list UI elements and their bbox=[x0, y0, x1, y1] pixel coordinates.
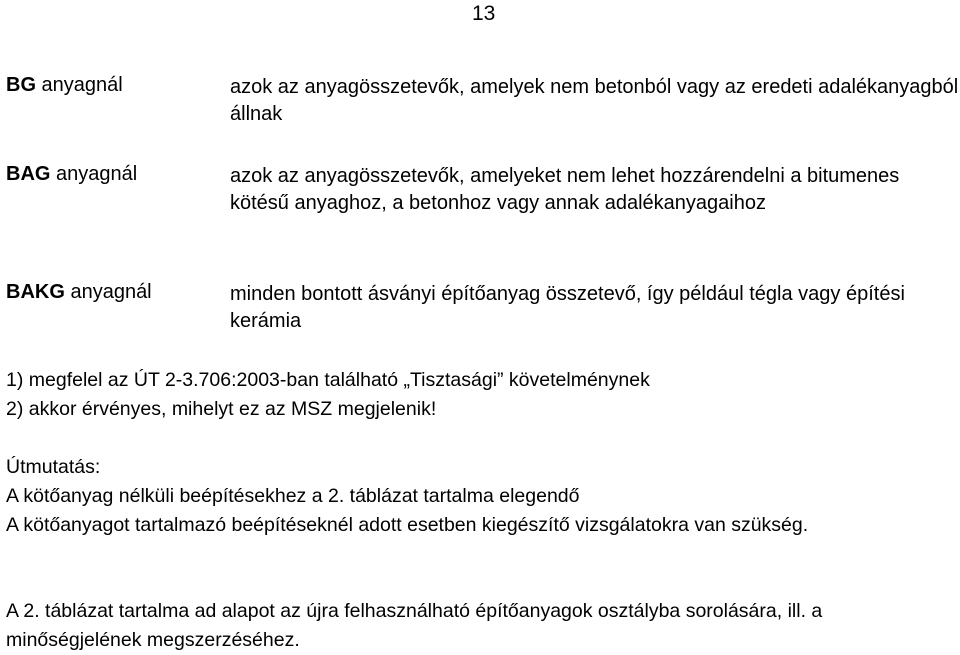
guidance-heading: Útmutatás: bbox=[6, 456, 101, 478]
definition-term bbox=[6, 163, 137, 186]
closing-text: A 2. táblázat tartalma ad alapot az újra felhasználható építőanyagok osztályba sorolására, ill. a minőségjelének megszerzéséhez. bbox=[6, 600, 823, 651]
footnotes bbox=[6, 366, 956, 424]
closing-paragraph bbox=[6, 597, 956, 655]
page-number: 13 bbox=[472, 2, 496, 25]
guidance-line-1: A kötőanyag nélküli beépítésekhez a 2. táblázat tartalma elegendő bbox=[6, 485, 580, 507]
definition-description: azok az anyagösszetevők, amelyek nem betonból vagy az eredeti adalékanyagból állnak bbox=[230, 76, 959, 125]
definition-description: azok az anyagösszetevők, amelyeket nem lehet hozzárendelni a bitumenes kötésű anyaghoz, a betonhoz vagy annak adalékanyagaihoz bbox=[230, 165, 900, 214]
definition-term bbox=[6, 74, 123, 97]
guidance-section bbox=[6, 453, 956, 540]
definition-term bbox=[6, 281, 152, 304]
term-rest: anyagnál bbox=[36, 74, 123, 96]
footnote-1: 1) megfelel az ÚT 2-3.706:2003-ban található „Tisztasági” követelménynek bbox=[6, 369, 650, 391]
term-bold: BG bbox=[6, 74, 36, 96]
term-rest: anyagnál bbox=[64, 281, 152, 303]
term-bold: BAKG bbox=[6, 281, 65, 303]
term-bold: BAG bbox=[6, 163, 51, 185]
guidance-line-2: A kötőanyagot tartalmazó beépítéseknél adott esetben kiegészítő vizsgálatokra van szükség. bbox=[6, 514, 809, 536]
term-rest: anyagnál bbox=[50, 163, 138, 185]
footnote-2: 2) akkor érvényes, mihelyt ez az MSZ megjelenik! bbox=[6, 398, 437, 420]
definition-description: minden bontott ásványi építőanyag összetevő, így például tégla vagy építési kerámia bbox=[230, 283, 905, 332]
